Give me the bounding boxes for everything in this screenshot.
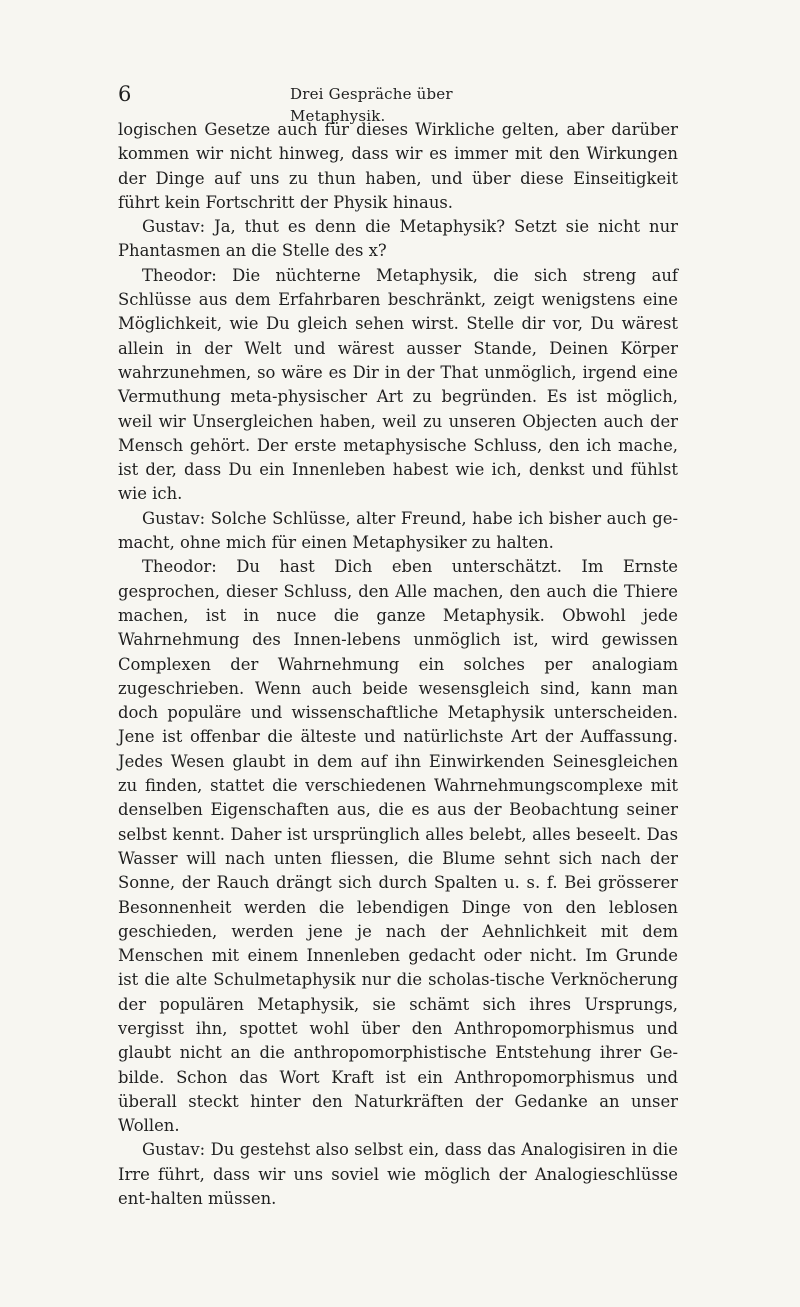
paragraph-continuation: logischen Gesetze auch für dieses Wirkliche gelten, aber darüber kommen wir nicht hinweg, dass wir es immer mit den Wirkungen der Dinge auf uns zu thun haben, und über diese Einseitigkeit führt kein Fortschritt der Physik hinaus. [118, 120, 678, 212]
body-text [118, 118, 678, 1211]
paragraph-theodor-1: Theodor: Die nüchterne Metaphysik, die sich streng auf Schlüsse aus dem Erfahrbaren beschränkt, zeigt wenigstens eine Möglichkeit, wie Du gleich sehen wirst. Stelle dir vor, Du wärest allein in der Welt und wärest ausser Stande, Deinen Körper wahrzunehmen, so wäre es Dir in der That unmöglich, irgend eine Vermuthung meta-physischer Art zu begründen. Es ist möglich, weil wir Unsergleichen haben, weil zu unseren Objecten auch der Mensch gehört. Der erste metaphysische Schluss, den ich mache, ist der, dass Du ein Innenleben habest wie ich, denkst und fühlst wie ich. [118, 265, 678, 504]
running-head [118, 82, 548, 125]
page-number: 6 [118, 82, 132, 106]
running-head-title: Drei Gespräche über Metaphysik. [290, 85, 453, 125]
paragraph-gustav-1: Gustav: Ja, thut es denn die Metaphysik? Setzt sie nicht nur Phantasmen an die Stelle des x? [118, 217, 678, 261]
paragraph-theodor-2: Theodor: Du hast Dich eben unterschätzt. Im Ernste gesprochen, dieser Schluss, den Alle machen, den auch die Thiere machen, ist in nuce die ganze Metaphysik. Obwohl jede Wahrnehmung des Innen-lebens unmöglich ist, wird gewissen Complexen der Wahrnehmung ein solches per analogiam zugeschrieben. Wenn auch beide wesensgleich sind, kann man doch populäre und wissenschaftliche Metaphysik unterscheiden. Jene ist offenbar die älteste und natürlichste Art der Auffassung. Jedes Wesen glaubt in dem auf ihn Einwirkenden Seinesgleichen zu finden, stattet die verschiedenen Wahrnehmungscomplexe mit denselben Eigenschaften aus, die es aus der Beobachtung seiner selbst kennt. Daher ist ursprünglich alles belebt, alles beseelt. Das Wasser will nach unten fliessen, die Blume sehnt sich nach der Sonne, der Rauch drängt sich durch Spalten u. s. f. Bei grösserer Besonnenheit werden die lebendigen Dinge von den leblosen geschieden, werden jene je nach der Aehnlichkeit mit dem Menschen mit einem Innenleben gedacht oder nicht. Im Grunde ist die alte Schulmetaphysik nur die scholas-tische Verknöcherung der populären Metaphysik, sie schämt sich ihres Ursprungs, vergisst ihn, spottet wohl über den Anthropomorphismus und glaubt nicht an die anthropomorphistische Entstehung ihrer Ge-bilde. Schon das Wort Kraft ist ein Anthropomorphismus und überall steckt hinter den Naturkräften der Gedanke an unser Wollen. [118, 557, 678, 1136]
paragraph-gustav-3: Gustav: Du gestehst also selbst ein, dass das Analogisiren in die Irre führt, dass wir uns soviel wie möglich der Analogieschlüsse ent-halten müssen. [118, 1140, 678, 1209]
paragraph-gustav-2: Gustav: Solche Schlüsse, alter Freund, habe ich bisher auch ge-macht, ohne mich für einen Metaphysiker zu halten. [118, 508, 678, 553]
